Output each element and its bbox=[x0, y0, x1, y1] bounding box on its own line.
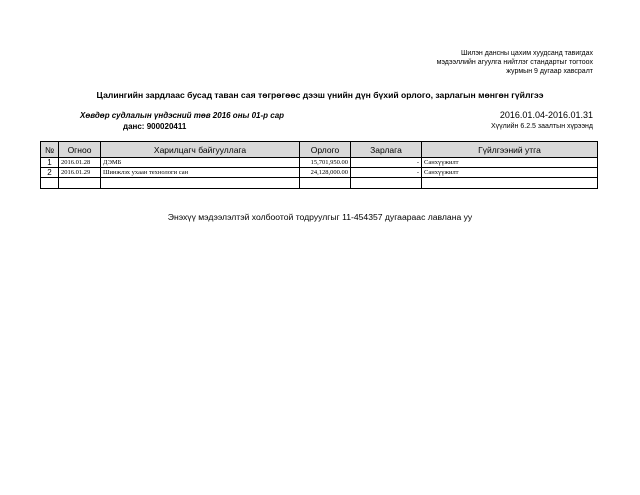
empty-cell bbox=[351, 178, 422, 189]
column-header-expense: Зарлага bbox=[351, 142, 422, 158]
row-purpose: Санхүүжилт bbox=[422, 168, 598, 178]
account-number: данс: 900020411 bbox=[123, 122, 187, 131]
regulation-note-line-1: Шилэн дансны цахим хуудсанд тавигдах bbox=[460, 50, 593, 57]
column-header-income: Орлого bbox=[300, 142, 351, 158]
row-income: 24,128,000.00 bbox=[300, 168, 351, 178]
row-income: 15,701,950.00 bbox=[300, 158, 351, 168]
transactions-table bbox=[40, 141, 598, 189]
document-title: Цалингийн зардлаас бусад таван сая төгрөгөөс дээш үнийн дүн бүхий орлого, зарлагын мөнгөн гүйлгээ bbox=[96, 90, 544, 100]
rule-reference: Хүүлийн 6.2.5 заалтын хүрээнд bbox=[490, 123, 593, 130]
column-header-purpose: Гүйлгээний утга bbox=[422, 142, 598, 158]
table-row-empty bbox=[41, 178, 598, 189]
empty-cell bbox=[422, 178, 598, 189]
row-number: 1 bbox=[41, 158, 59, 168]
column-header-partner: Харилцагч байгууллага bbox=[101, 142, 300, 158]
row-purpose: Санхүүжилт bbox=[422, 158, 598, 168]
empty-cell bbox=[41, 178, 59, 189]
column-header-number: № bbox=[41, 142, 59, 158]
table-header-row bbox=[41, 142, 598, 158]
row-date: 2016.01.29 bbox=[59, 168, 101, 178]
row-number: 2 bbox=[41, 168, 59, 178]
regulation-note-line-3: журмын 9 дугаар хавсралт bbox=[506, 68, 593, 75]
table-row bbox=[41, 158, 598, 168]
regulation-note bbox=[333, 49, 593, 76]
empty-cell bbox=[300, 178, 351, 189]
contact-note: Энэхүү мэдээлэлтэй холбоотой тодруулгыг 11-454357 дугаараас лавлана уу bbox=[167, 212, 473, 222]
table-row bbox=[41, 168, 598, 178]
column-header-date: Огноо bbox=[59, 142, 101, 158]
empty-cell bbox=[101, 178, 300, 189]
row-expense: - bbox=[351, 168, 422, 178]
regulation-note-line-2: мэдээллийн агуулга нийтлэг стандартыг тогтоох bbox=[436, 59, 593, 66]
date-range: 2016.01.04-2016.01.31 bbox=[499, 110, 593, 120]
row-date: 2016.01.28 bbox=[59, 158, 101, 168]
row-partner: ДЭМБ bbox=[101, 158, 300, 168]
row-partner: Шинжлэх ухаан технологи сан bbox=[101, 168, 300, 178]
empty-cell bbox=[59, 178, 101, 189]
organization-period: Хөвдөр судлалын үндэсний төв 2016 оны 01-р сар bbox=[80, 111, 285, 120]
row-expense: - bbox=[351, 158, 422, 168]
